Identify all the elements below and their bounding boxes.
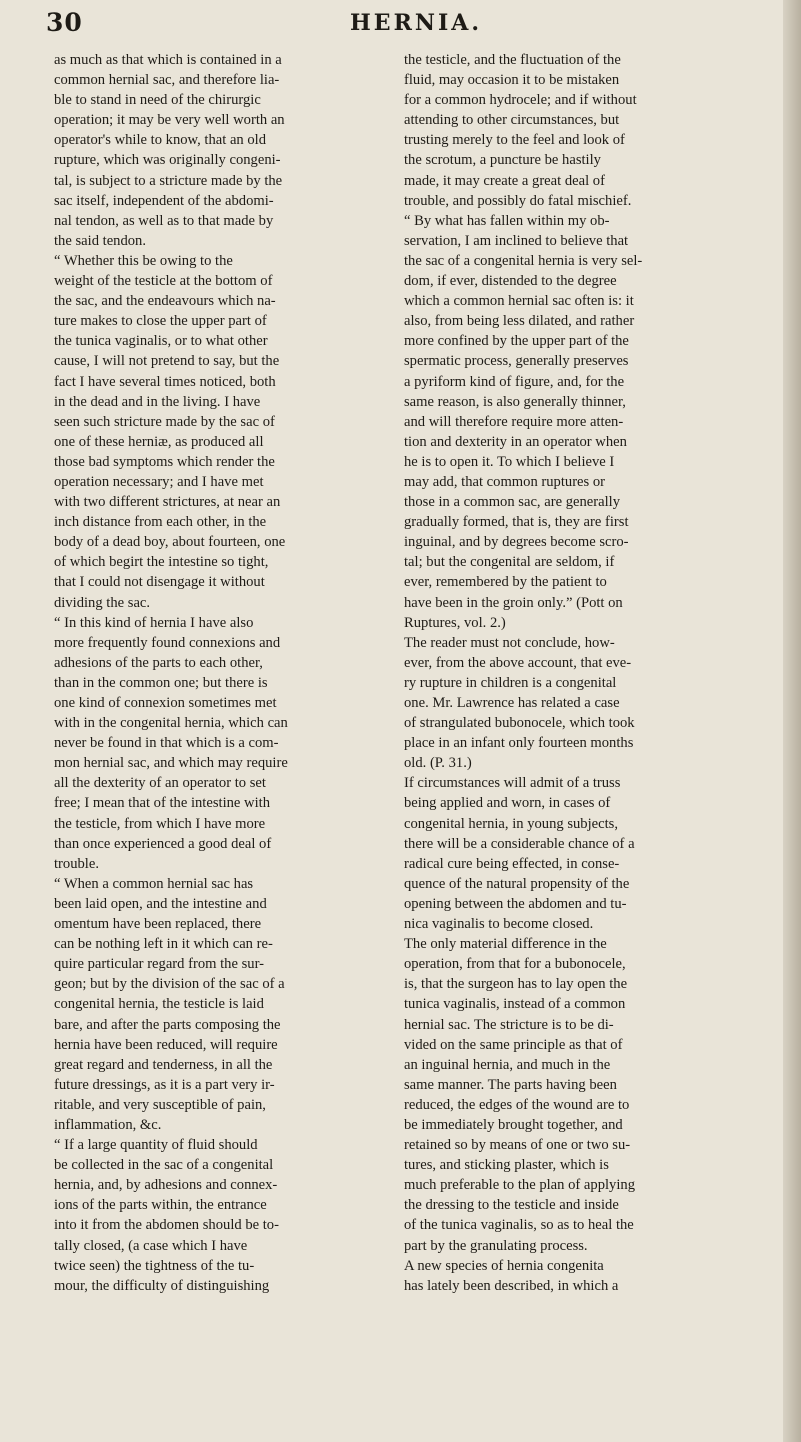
text-line: common hernial sac, and therefore lia- (54, 72, 280, 89)
text-line: tally closed, (a case which I have (54, 1237, 248, 1254)
text-line: mour, the difficulty of distinguishing (54, 1277, 270, 1294)
text-line: the sac of a congenital hernia is very sel- (404, 252, 643, 269)
text-line: vided on the same principle as that of (404, 1036, 623, 1053)
text-line: “ By what has fallen within my ob- (404, 212, 610, 229)
text-line: the dressing to the testicle and inside (404, 1197, 619, 1214)
text-line: he is to open it. To which I believe I (404, 453, 615, 470)
text-line: servation, I am inclined to believe that (404, 232, 629, 249)
text-line: than in the common one; but there is (54, 674, 268, 691)
text-line: place in an infant only fourteen months (404, 735, 634, 752)
text-line: tal, is subject to a stricture made by the (54, 172, 283, 189)
text-line: ever, from the above account, that eve- (404, 654, 632, 671)
text-line: ry rupture in children is a congenital (404, 674, 617, 691)
text-line: been laid open, and the intestine and (54, 895, 267, 912)
text-line: may add, that common ruptures or (404, 473, 606, 490)
text-line: trusting merely to the feel and look of (404, 132, 625, 149)
text-line: those in a common sac, are generally (404, 494, 620, 511)
text-line: free; I mean that of the intestine with (54, 795, 270, 812)
text-line: body of a dead boy, about fourteen, one (54, 534, 286, 551)
text-line: twice seen) the tightness of the tu- (54, 1257, 255, 1274)
text-line: congenital hernia, in young subjects, (404, 815, 618, 832)
text-line: of strangulated bubonocele, which took (404, 715, 635, 732)
text-line: with two different strictures, at near an (54, 494, 281, 511)
page-number: 30 (46, 8, 83, 37)
text-line: reduced, the edges of the wound are to (404, 1096, 630, 1113)
text-line: tunica vaginalis, instead of a common (404, 996, 626, 1013)
text-line: that I could not disengage it without (54, 574, 265, 591)
text-line: dom, if ever, distended to the degree (404, 273, 617, 290)
text-line: trouble, and possibly do fatal mischief. (404, 192, 632, 209)
text-line: the tunica vaginalis, or to what other (54, 333, 268, 350)
text-line: one kind of connexion sometimes met (54, 695, 277, 711)
text-line: fact I have several times noticed, both (54, 373, 276, 390)
text-line: mon hernial sac, and which may require (54, 755, 288, 772)
text-line: ture makes to close the upper part of (54, 313, 267, 330)
text-line: operation, from that for a bubonocele, (404, 956, 626, 973)
text-line: the testicle, and the fluctuation of the (404, 52, 621, 68)
text-line: inflammation, &c. (54, 1116, 162, 1133)
text-line: A new species of hernia congenita (404, 1257, 604, 1274)
text-line: same manner. The parts having been (404, 1076, 617, 1093)
text-line: future dressings, as it is a part very ir- (54, 1076, 275, 1093)
text-line: old. (P. 31.) (404, 755, 472, 772)
text-line: “ If a large quantity of fluid should (54, 1137, 258, 1154)
text-line: being applied and worn, in cases of (404, 795, 611, 812)
text-line: nal tendon, as well as to that made by (54, 212, 274, 229)
text-line: which a common hernial sac often is: it (404, 293, 634, 310)
text-line: Ruptures, vol. 2.) (404, 614, 506, 631)
text-line: into it from the abdomen should be to- (54, 1217, 279, 1234)
text-line: omentum have been replaced, there (54, 916, 262, 933)
text-line: hernia have been reduced, will require (54, 1036, 278, 1053)
text-line: operation; it may be very well worth an (54, 112, 285, 129)
text-line: If circumstances will admit of a truss (404, 775, 621, 792)
text-line: quire particular regard from the sur- (54, 956, 265, 973)
text-line: of which begirt the intestine so tight, (54, 554, 269, 571)
text-line: trouble. (54, 855, 99, 872)
text-line: adhesions of the parts to each other, (54, 654, 263, 671)
text-line: there will be a considerable chance of a (404, 835, 635, 852)
text-line: seen such stricture made by the sac of (54, 413, 275, 430)
text-line: more confined by the upper part of the (404, 333, 629, 350)
text-line: retained so by means of one or two su- (404, 1137, 631, 1154)
text-line: and will therefore require more atten- (404, 413, 624, 430)
text-line: hernial sac. The stricture is to be di- (404, 1016, 614, 1033)
text-line: inch distance from each other, in the (54, 514, 267, 531)
running-title: HERNIA. (350, 10, 482, 36)
text-line: the sac, and the endeavours which na- (54, 293, 276, 310)
text-line: all the dexterity of an operator to set (54, 775, 266, 792)
text-line: gradually formed, that is, they are first (404, 514, 629, 531)
text-line: radical cure being effected, in conse- (404, 855, 620, 872)
text-line: the scrotum, a puncture be hastily (404, 152, 601, 169)
text-line: for a common hydrocele; and if without (404, 92, 637, 109)
text-line: quence of the natural propensity of the (404, 875, 630, 892)
text-line: can be nothing left in it which can re- (54, 936, 273, 953)
right-column (404, 50, 734, 1296)
text-line: in the dead and in the living. I have (54, 393, 261, 410)
text-line: same reason, is also generally thinner, (404, 393, 626, 410)
text-line: also, from being less dilated, and rather (404, 313, 635, 330)
text-line: a pyriform kind of figure, and, for the (404, 373, 625, 390)
text-line: ions of the parts within, the entrance (54, 1197, 267, 1214)
text-line: tures, and sticking plaster, which is (404, 1157, 609, 1174)
text-line: never be found in that which is a com- (54, 735, 279, 752)
text-line: hernia, and, by adhesions and connex- (54, 1177, 278, 1194)
text-line: tion and dexterity in an operator when (404, 433, 627, 450)
text-line: have been in the groin only.” (Pott on (404, 594, 623, 611)
text-line: be immediately brought together, and (404, 1116, 623, 1133)
text-line: ritable, and very susceptible of pain, (54, 1096, 266, 1113)
text-line: an inguinal hernia, and much in the (404, 1056, 611, 1073)
text-line: “ Whether this be owing to the (54, 252, 233, 269)
text-line: weight of the testicle at the bottom of (54, 273, 273, 290)
text-line: one. Mr. Lawrence has related a case (404, 695, 620, 711)
text-line: be collected in the sac of a congenital (54, 1157, 274, 1174)
text-line: with in the congenital hernia, which can (54, 715, 288, 732)
text-line: “ In this kind of hernia I have also (54, 614, 254, 631)
text-line: ever, remembered by the patient to (404, 574, 607, 591)
text-line: opening between the abdomen and tu- (404, 895, 627, 912)
text-line: is, that the surgeon has to lay open the (404, 976, 628, 993)
text-line: fluid, may occasion it to be mistaken (404, 72, 620, 89)
text-line: great regard and tenderness, in all the (54, 1056, 273, 1073)
page-header (46, 8, 786, 38)
text-line: rupture, which was originally congeni- (54, 152, 281, 169)
text-line: than once experienced a good deal of (54, 835, 272, 852)
text-line: “ When a common hernial sac has (54, 875, 254, 892)
text-line: those bad symptoms which render the (54, 453, 275, 470)
text-line: ble to stand in need of the chirurgic (54, 92, 261, 109)
text-line: has lately been described, in which a (404, 1277, 619, 1294)
text-line: The reader must not conclude, how- (404, 634, 615, 651)
text-line: dividing the sac. (54, 594, 151, 611)
left-column (54, 50, 384, 1296)
text-line: attending to other circumstances, but (404, 112, 620, 129)
text-line: nica vaginalis to become closed. (404, 916, 594, 933)
page-edge-shadow (783, 0, 801, 1442)
text-line: the said tendon. (54, 232, 147, 249)
text-line: part by the granulating process. (404, 1237, 588, 1254)
text-line: made, it may create a great deal of (404, 172, 605, 189)
text-line: geon; but by the division of the sac of a (54, 976, 285, 993)
text-line: inguinal, and by degrees become scro- (404, 534, 629, 551)
text-line: as much as that which is contained in a (54, 52, 282, 68)
text-line: congenital hernia, the testicle is laid (54, 996, 264, 1013)
text-line: much preferable to the plan of applying (404, 1177, 635, 1194)
text-line: sac itself, independent of the abdomi- (54, 192, 274, 209)
text-line: The only material difference in the (404, 936, 607, 953)
text-line: of the tunica vaginalis, so as to heal the (404, 1217, 634, 1234)
text-line: operator's while to know, that an old (54, 132, 267, 149)
text-line: more frequently found connexions and (54, 634, 281, 651)
text-line: bare, and after the parts composing the (54, 1016, 281, 1033)
text-line: operation necessary; and I have met (54, 473, 264, 490)
text-line: the testicle, from which I have more (54, 815, 266, 832)
text-line: tal; but the congenital are seldom, if (404, 554, 615, 571)
text-line: spermatic process, generally preserves (404, 353, 629, 370)
text-line: one of these herniæ, as produced all (54, 433, 264, 450)
text-line: cause, I will not pretend to say, but the (54, 353, 280, 370)
